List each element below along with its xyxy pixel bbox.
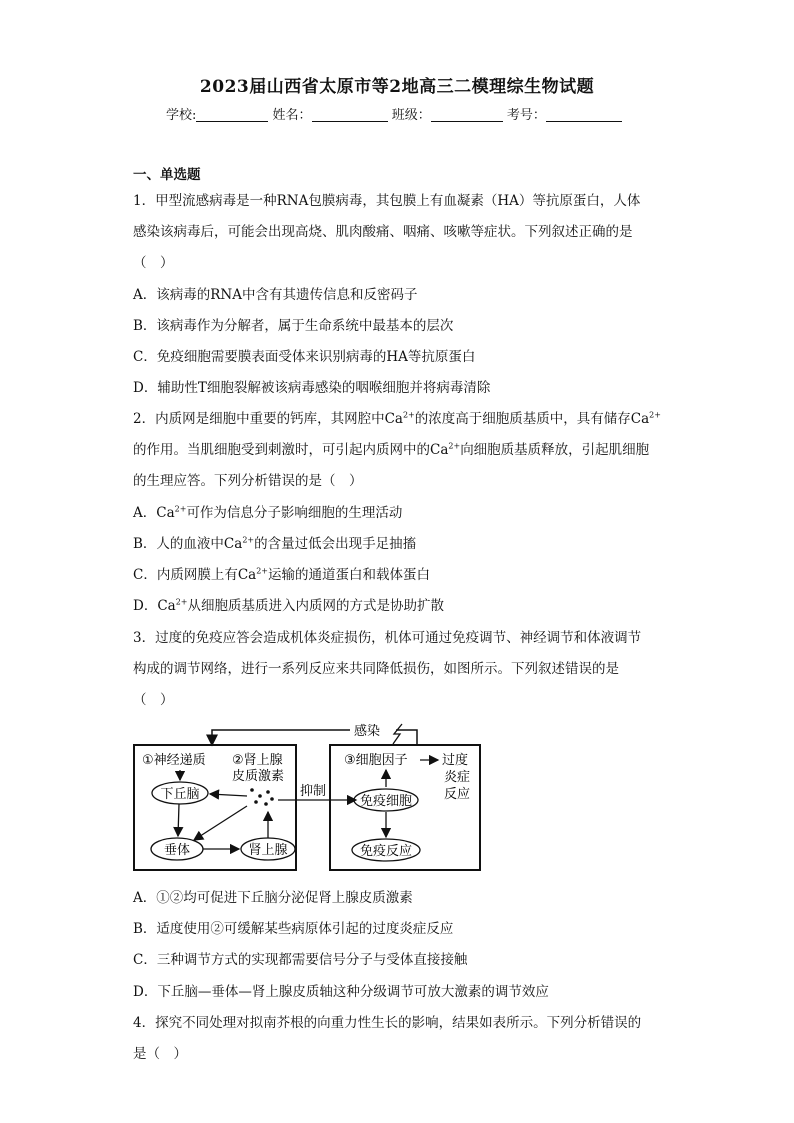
excess-label-line2: 炎症 [444,770,471,785]
diagram-svg [132,720,512,874]
pituitary-label: 垂体 [163,843,191,858]
school-label: 学校: [166,108,197,123]
q1-option-c[interactable]: C．免疫细胞需要膜表面受体来识别病毒的HA等抗原蛋白 [133,349,476,365]
cortisol-to-pituitary-arrow [194,806,247,840]
q1-stem-line2: 感染该病毒后，可能会出现高烧、肌肉酸痛、咽痛、咳嗽等症状。下列叙述正确的是 [133,224,633,240]
q2-stem-line1: 2．内质网是细胞中重要的钙库，其网腔中$Ca^{2+}$的浓度高于细胞质基质中，具有储存$Ca^{2+}$ [133,410,661,427]
q3-option-a[interactable]: A．①②均可促进下丘脑分泌促肾上腺皮质激素 [133,890,413,906]
number-field[interactable] [546,107,622,122]
q2-stem-line3: 的生理应答。下列分析错误的是（ ） [133,473,363,489]
q4-stem-line1: 4．探究不同处理对拟南芥根的向重力性生长的影响，结果如表所示。下列分析错误的 [133,1015,642,1031]
excess-label-line3: 反应 [444,787,471,802]
school-field[interactable] [196,107,268,122]
q2-option-b[interactable]: B．人的血液中$Ca^{2+}$的含量过低会出现手足抽搐 [133,535,417,552]
q1-stem-line1: 1．甲型流感病毒是一种RNA包膜病毒，其包膜上有血凝素（HA）等抗原蛋白，人体 [133,193,641,209]
q1-option-b[interactable]: B．该病毒作为分解者，属于生命系统中最基本的层次 [133,318,454,334]
excess-label-line1: 过度 [442,753,469,768]
q2-option-c[interactable]: C．内质网膜上有$Ca^{2+}$运输的通道蛋白和载体蛋白 [133,566,431,583]
q2-option-d[interactable]: D．$Ca^{2+}$从细胞质基质进入内质网的方式是协助扩散 [133,597,444,614]
name-label: 姓名： [272,108,312,123]
section-title: 一、单选题 [133,167,201,183]
cortisol-label-line2: 皮质激素 [232,769,285,784]
regulation-network-diagram [132,720,512,874]
class-field[interactable] [431,107,503,122]
student-info-row [166,104,622,123]
immune-response-label: 免疫反应 [359,844,413,859]
hypothalamus-label: 下丘脑 [160,787,200,802]
cortisol-to-hypothalamus-arrow [210,794,247,796]
number-label: 考号： [506,108,546,123]
q3-option-b[interactable]: B．适度使用②可缓解某些病原体引起的过度炎症反应 [133,921,454,937]
adrenal-label: 肾上腺 [248,843,288,858]
q4-stem-line2: 是（ ） [133,1046,187,1062]
name-field[interactable] [312,107,388,122]
immune-cell-label: 免疫细胞 [359,794,413,809]
class-label: 班级： [391,108,431,123]
q1-stem-line3: （ ） [133,255,174,271]
hormone-dots [250,788,274,806]
cytokine-label: ③细胞因子 [344,753,408,768]
q3-stem-line3: （ ） [133,692,174,708]
q3-stem-line2: 构成的调节网络，进行一系列反应来共同降低损伤，如图所示。下列叙述错误的是 [133,661,619,677]
q2-option-a[interactable]: A．$Ca^{2+}$可作为信息分子影响细胞的生理活动 [133,504,403,521]
infection-label: 感染 [354,724,381,739]
q3-stem-line1: 3．过度的免疫应答会造成机体炎症损伤，机体可通过免疫调节、神经调节和体液调节 [133,630,642,646]
page-title: 2023届山西省太原市等2地高三二模理综生物试题 [199,77,595,97]
q1-option-d[interactable]: D．辅助性T细胞裂解被该病毒感染的咽喉细胞并将病毒清除 [133,380,491,396]
cortisol-label-line1: ②肾上腺 [232,753,283,768]
neurotransmitter-label: ①神经递质 [142,753,206,768]
q3-option-c[interactable]: C．三种调节方式的实现都需要信号分子与受体直接接触 [133,952,468,968]
hypothalamus-to-pituitary-arrow [178,804,179,836]
q1-option-a[interactable]: A．该病毒的RNA中含有其遗传信息和反密码子 [133,287,418,303]
q2-stem-line2: 的作用。当肌细胞受到刺激时，可引起内质网中的$Ca^{2+}$向细胞质基质释放，引起肌细胞 [133,441,650,458]
inhibit-label: 抑制 [300,784,327,799]
q3-option-d[interactable]: D．下丘脑—垂体—肾上腺皮质轴这种分级调节可放大激素的调节效应 [133,984,549,1000]
